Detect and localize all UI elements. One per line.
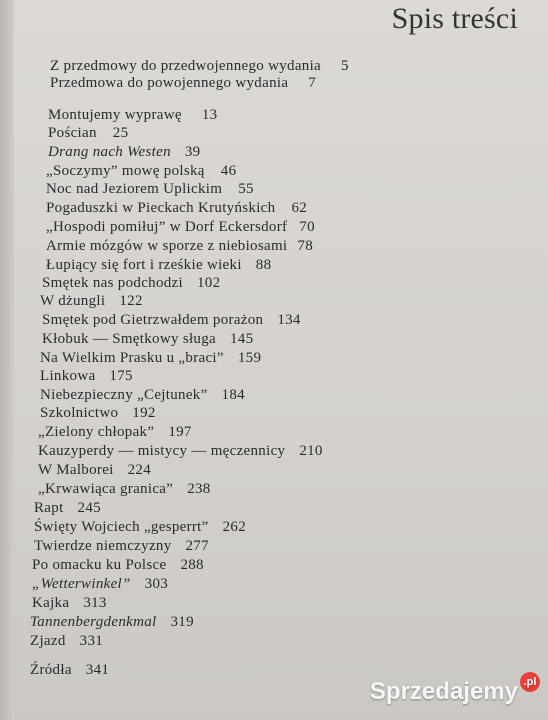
toc-entry-page: 46 [220, 163, 237, 179]
toc-entry [46, 162, 236, 180]
toc-entry [40, 404, 156, 422]
toc-entry-page: 122 [119, 293, 143, 309]
toc-entry [42, 330, 253, 348]
toc-entry [46, 180, 254, 198]
toc-entry-page: 277 [185, 538, 209, 554]
toc-entry-page: 288 [180, 557, 204, 573]
toc-entry-title: Montujemy wyprawę [48, 107, 182, 123]
toc-entry-page: 262 [222, 519, 246, 535]
toc-entry [38, 461, 151, 479]
toc-entry [40, 292, 143, 310]
toc-entry-page: 5 [341, 58, 349, 74]
toc-entry-page: 13 [201, 107, 218, 123]
toc-entry-page: 245 [77, 500, 101, 516]
toc-entry-page: 341 [85, 662, 110, 678]
toc-entry-title: Kauzyperdy — mistycy — męczennicy [38, 443, 286, 459]
toc-entry-page: 197 [168, 424, 192, 440]
toc-entry-title: Pościan [48, 125, 97, 141]
toc-entry [34, 499, 101, 517]
toc-entry-page: 303 [144, 576, 169, 592]
toc-entry-title: Przedmowa do powojennego wydania [50, 75, 289, 91]
toc-entry-page: 102 [196, 275, 221, 291]
toc-entry [30, 661, 109, 679]
toc-entry [34, 537, 209, 555]
page-title: Spis treści [391, 2, 518, 35]
toc-entry-page: 25 [112, 125, 129, 141]
toc-entry-page: 238 [187, 481, 211, 497]
toc-entry [38, 442, 323, 460]
toc-entry [46, 256, 271, 274]
toc-entry [38, 423, 192, 441]
toc-entry-title: W Malborei [38, 462, 114, 478]
toc-entry [38, 480, 211, 498]
toc-entry-title: Linkowa [40, 368, 96, 384]
toc-entry-title: „Zielony chłopak” [38, 424, 155, 440]
toc-entry-title: Rapt [34, 500, 64, 516]
toc-entry-page: 134 [277, 312, 301, 328]
toc-entry-title: Drang nach Westen [48, 144, 171, 160]
toc-entry [46, 237, 313, 255]
toc-entry-title: Smętek nas podchodzi [42, 275, 183, 291]
toc-entry [40, 349, 261, 367]
toc-entry [30, 613, 194, 631]
toc-entry-title: Po omacku ku Polsce [32, 557, 167, 573]
toc-entry [42, 311, 301, 329]
toc-entry-page: 192 [132, 405, 156, 421]
watermark-badge: .pl [520, 672, 540, 692]
toc-entry-title: Smętek pod Gietrzwałdem porażon [42, 312, 264, 328]
toc-entry [48, 106, 217, 124]
toc-entry-title: „Soczymy” mowę polską [46, 163, 205, 179]
toc-entry [48, 143, 200, 161]
toc-entry-page: 313 [83, 595, 107, 611]
toc-entry-title: Szkolnictwo [40, 405, 119, 421]
toc-entry [30, 632, 103, 650]
toc-entry-page: 175 [109, 368, 133, 384]
toc-entry-page: 70 [299, 219, 315, 235]
toc-entry-page: 184 [221, 387, 245, 403]
toc-entry-title: Źródła [30, 662, 72, 678]
toc-entry-page: 62 [291, 200, 308, 216]
toc-entry-title: Na Wielkim Prasku u „braci” [40, 350, 224, 366]
toc-entry-page: 145 [229, 331, 254, 347]
toc-entry-page: 331 [79, 633, 104, 649]
toc-entry-page: 55 [238, 181, 254, 197]
watermark-text: Sprzedajemy [369, 678, 518, 705]
watermark-logo [370, 678, 540, 706]
toc-entry-title: Łupiący się fort i rześkie wieki [46, 257, 242, 273]
toc-entry-title: Z przedmowy do przedwojennego wydania [50, 58, 322, 74]
toc-entry-title: Zjazd [30, 633, 66, 649]
toc-entry-title: W dżungli [40, 293, 106, 309]
toc-entry-title: Noc nad Jeziorem Uplickim [46, 181, 223, 197]
toc-entry-title: Tannenbergdenkmal [30, 614, 157, 630]
toc-entry [48, 124, 128, 142]
toc-entry-title: „Hospodi pomiłuj” w Dorf Eckersdorf [46, 219, 288, 235]
toc-entry [40, 367, 133, 385]
toc-entry [50, 74, 316, 92]
toc-entry-page: 88 [255, 257, 272, 273]
toc-entry [34, 518, 246, 536]
toc-entry-title: Kajka [32, 595, 70, 611]
toc-entry-title: Niebezpieczny „Cejtunek” [40, 387, 208, 403]
toc-entry-title: Święty Wojciech „gesperrt” [34, 519, 209, 535]
toc-entry [32, 556, 204, 574]
toc-entry-page: 224 [127, 462, 152, 478]
toc-entry [32, 575, 168, 593]
toc-entry-page: 7 [308, 75, 317, 91]
toc-entry-title: „Wetterwinkel” [32, 576, 131, 592]
toc-entry [46, 199, 307, 217]
toc-entry-title: Twierdze niemczyzny [34, 538, 172, 554]
toc-entry [40, 386, 245, 404]
toc-entry [42, 274, 220, 292]
toc-entry-title: „Krwawiąca granica” [38, 481, 174, 497]
toc-entry [50, 57, 349, 75]
toc-entry-title: Armie mózgów w sporze z niebiosami [46, 238, 288, 254]
toc-entry [46, 218, 315, 236]
toc-entry-page: 159 [237, 350, 262, 366]
toc-entry-page: 78 [297, 238, 313, 254]
toc-entry-page: 210 [299, 443, 323, 459]
toc-entry-page: 319 [170, 614, 194, 630]
toc-entry [32, 594, 107, 612]
toc-entry-title: Pogaduszki w Pieckach Krutyńskich [46, 200, 276, 216]
toc-entry-title: Kłobuk — Smętkowy sługa [42, 331, 216, 347]
toc-entry-page: 39 [184, 144, 201, 160]
